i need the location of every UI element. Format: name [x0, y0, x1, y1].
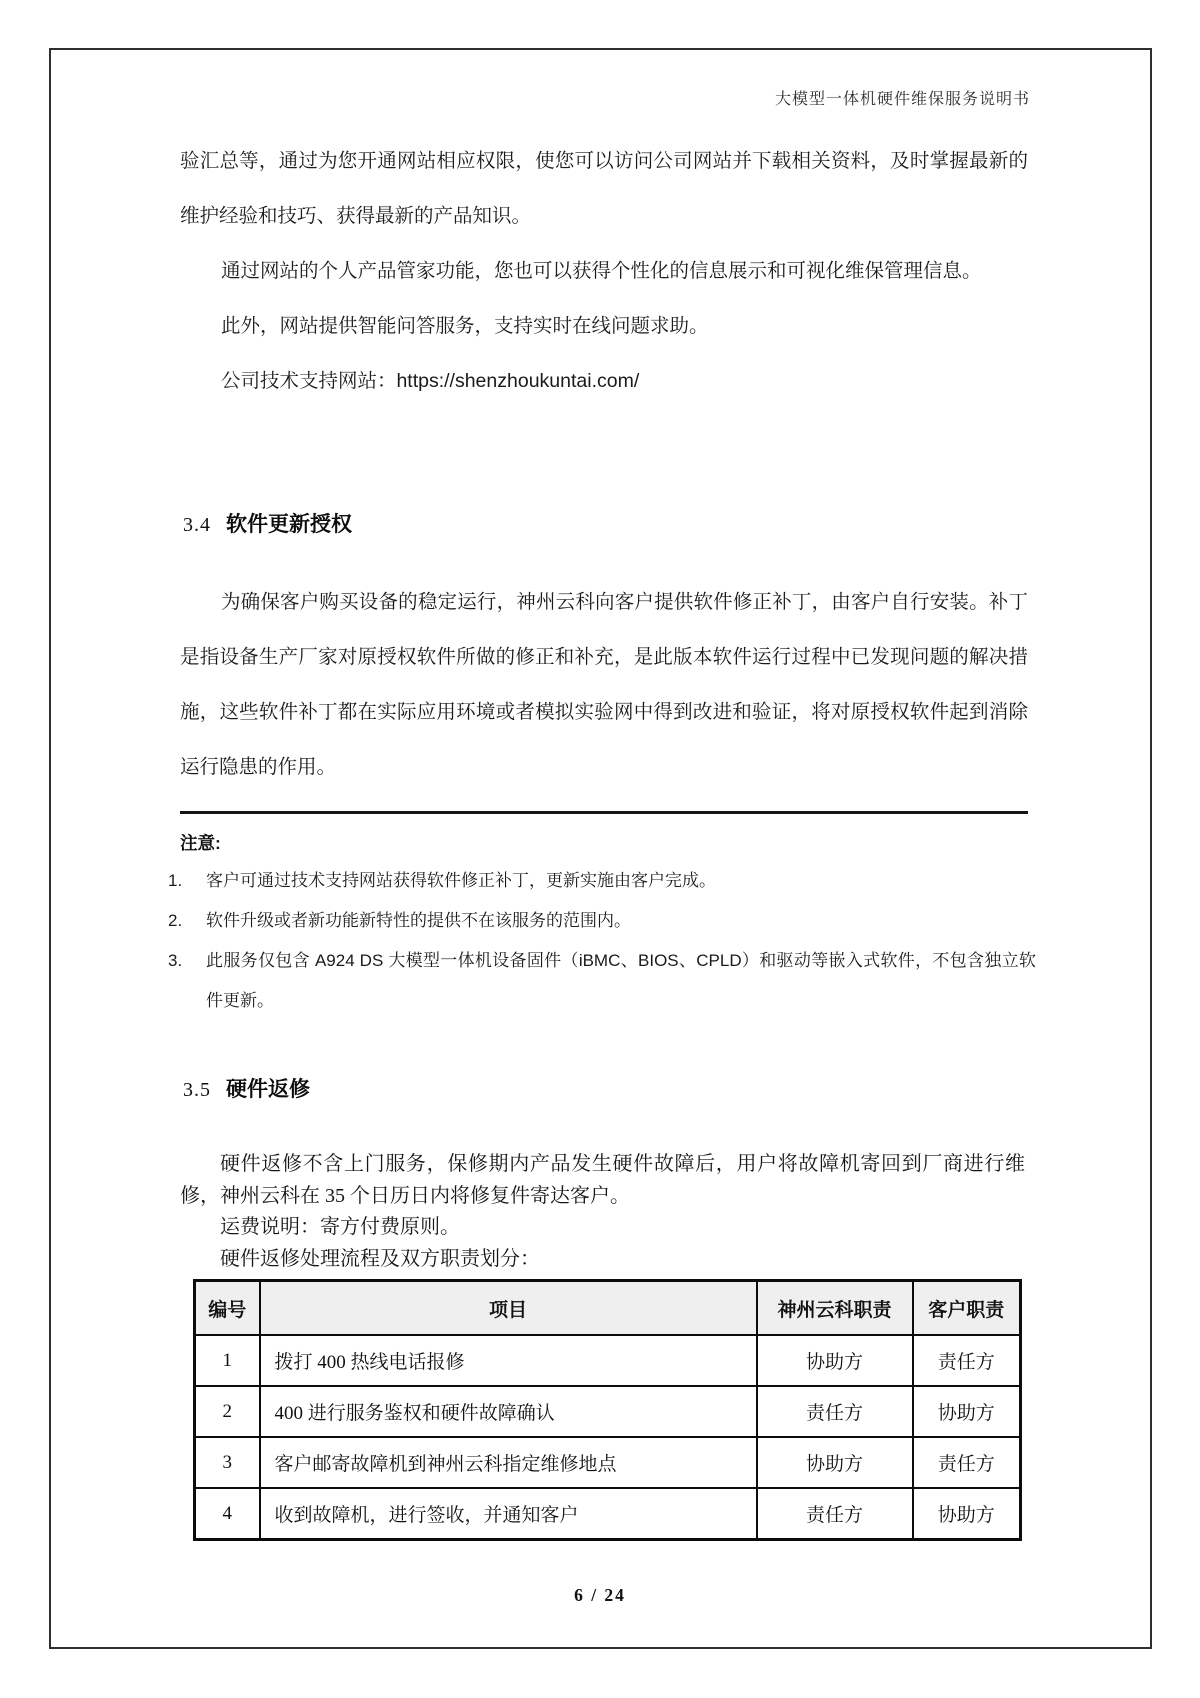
note-item [168, 941, 1036, 1021]
paragraph-product-manager: 通过网站的个人产品管家功能，您也可以获得个性化的信息展示和可视化维保管理信息。 [220, 260, 982, 282]
cell-number: 1 [195, 1335, 260, 1386]
cell-vendor-duty: 责任方 [757, 1488, 913, 1540]
note-label: 注意: [180, 833, 221, 853]
cell-item: 收到故障机，进行签收，并通知客户 [260, 1488, 757, 1540]
document-header-title: 大模型一体机硬件维保服务说明书 [774, 91, 1030, 108]
col-header-vendor-duty: 神州云科职责 [757, 1281, 913, 1336]
cell-customer-duty: 协助方 [913, 1488, 1021, 1540]
section-3-4-body [180, 575, 1028, 795]
intro-paragraphs [180, 134, 1028, 409]
cell-number: 4 [195, 1488, 260, 1540]
paragraph-repair-policy: 硬件返修不含上门服务，保修期内产品发生硬件故障后，用户将故障机寄回到厂商进行维修，神州云科在 35 个日历日内将修复件寄达客户。 [180, 1153, 1025, 1207]
note-item-text: 软件升级或者新功能新特性的提供不在该服务的范围内。 [206, 911, 631, 930]
cell-number: 2 [195, 1386, 260, 1437]
cell-item: 400 进行服务鉴权和硬件故障确认 [260, 1386, 757, 1437]
cell-customer-duty: 责任方 [913, 1437, 1021, 1488]
table-row [195, 1335, 1021, 1386]
col-header-number: 编号 [195, 1281, 260, 1336]
paragraph-smart-qa: 此外，网站提供智能问答服务，支持实时在线问题求助。 [220, 315, 709, 337]
note-divider-rule [180, 811, 1028, 814]
cell-item: 客户邮寄故障机到神州云科指定维修地点 [260, 1437, 757, 1488]
section-title: 硬件返修 [226, 1078, 310, 1101]
cell-number: 3 [195, 1437, 260, 1488]
note-item-text: 此服务仅包含 A924 DS 大模型一体机设备固件（iBMC、BIOS、CPLD）和驱动等嵌入式软件，不包含独立软件更新。 [206, 951, 1036, 1010]
table-row [195, 1488, 1021, 1540]
col-header-item: 项目 [260, 1281, 757, 1336]
cell-customer-duty: 责任方 [913, 1335, 1021, 1386]
page-number-footer: 6 / 24 [574, 1585, 626, 1605]
note-item [168, 901, 1036, 941]
cell-vendor-duty: 协助方 [757, 1437, 913, 1488]
paragraph-support-website-url: 公司技术支持网站：https://shenzhoukuntai.com/ [220, 370, 640, 392]
paragraph-continued: 验汇总等，通过为您开通网站相应权限，使您可以访问公司网站并下载相关资料，及时掌握最新的维护经验和技巧、获得最新的产品知识。 [180, 150, 1028, 227]
paragraph-table-intro: 硬件返修处理流程及双方职责划分： [220, 1247, 540, 1270]
note-item-text: 客户可通过技术支持网站获得软件修正补丁，更新实施由客户完成。 [206, 871, 716, 890]
section-3-5-body [180, 1149, 1025, 1275]
responsibility-table [193, 1279, 1022, 1541]
paragraph-shipping-fee: 运费说明：寄方付费原则。 [220, 1216, 460, 1238]
note-item-number: 2. [168, 911, 183, 930]
col-header-customer-duty: 客户职责 [913, 1281, 1021, 1336]
section-number: 3.5 [183, 1079, 211, 1101]
section-heading-3-5 [183, 1073, 1023, 1103]
note-item-number: 1. [168, 871, 183, 890]
note-list [168, 861, 1036, 1021]
paragraph-software-patch: 为确保客户购买设备的稳定运行，神州云科向客户提供软件修正补丁，由客户自行安装。补丁是指设备生产厂家对原授权软件所做的修正和补充，是此版本软件运行过程中已发现问题的解决措施，这些软件补丁都在实际应用环境或者模拟实验网中得到改进和验证，将对原授权软件起到消除运行隐患的作用。 [180, 591, 1028, 778]
section-title: 软件更新授权 [226, 513, 352, 536]
note-item [168, 861, 1036, 901]
cell-vendor-duty: 责任方 [757, 1386, 913, 1437]
cell-item: 拨打 400 热线电话报修 [260, 1335, 757, 1386]
section-number: 3.4 [183, 514, 211, 536]
table-row [195, 1437, 1021, 1488]
table-row [195, 1386, 1021, 1437]
cell-customer-duty: 协助方 [913, 1386, 1021, 1437]
table-header-row [195, 1281, 1021, 1336]
section-heading-3-4 [183, 508, 1023, 538]
note-item-number: 3. [168, 951, 183, 970]
cell-vendor-duty: 协助方 [757, 1335, 913, 1386]
